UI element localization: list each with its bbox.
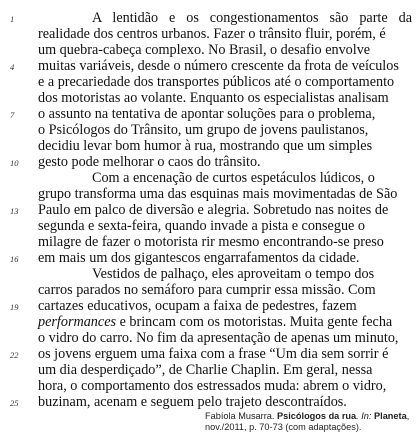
italic-word: performances <box>38 314 117 330</box>
text-line: Paulo em palco de diversão e alegria. Sobretudo nas noites de <box>38 202 389 218</box>
text-line: grupo transforma uma das esquinas mais movimentadas de São <box>38 186 398 202</box>
text-line: A lentidão e os congestionamentos são parte da <box>92 10 412 26</box>
text-line: hora, o comportamento dos estressados muda: abrem o vidro, <box>38 378 387 394</box>
text-line: cartazes educativos, ocupam a faixa de pedestres, fazem <box>38 298 357 314</box>
line-number: 10 <box>10 158 19 168</box>
text-line: o vidro do carro. No fim da apresentação de apenas um minuto, <box>38 330 399 346</box>
citation-line: nov./2011, p. 70-73 (com adaptações). <box>205 422 362 432</box>
citation-title: Psicólogos da rua <box>277 411 357 421</box>
line-number: 7 <box>10 110 15 120</box>
text-line: realidade dos centros urbanos. Fazer o trânsito fluir, porém, é <box>38 26 386 42</box>
text-line: em mais um dos gigantescos engarrafamentos da cidade. <box>38 250 360 266</box>
text-line: Vestidos de palhaço, eles aproveitam o tempo dos <box>92 266 375 282</box>
citation-author: Fabíola Musarra. <box>205 411 277 421</box>
line-number: 4 <box>10 62 15 72</box>
citation-magazine: Planeta <box>374 411 407 421</box>
text-line: muitas variáveis, desde o número crescente da frota de veículos <box>38 58 399 74</box>
text-line: os jovens erguem uma faixa com a frase “Um dia sem sorrir é <box>38 346 389 362</box>
line-number: 1 <box>10 14 15 24</box>
text-line: um quebra-cabeça complexo. No Brasil, o desafio envolve <box>38 42 371 58</box>
citation-comma: , <box>406 411 410 421</box>
text-line: gesto pode melhorar o caos do trânsito. <box>38 154 261 170</box>
text-line: o assunto na tentativa de apontar soluções para o problema, <box>38 106 376 122</box>
line-number: 25 <box>10 398 19 408</box>
text-line: o Psicólogos do Trânsito, um grupo de jovens paulistanos, <box>38 122 369 138</box>
text-fragment: e brincam com os motoristas. Muita gente fecha <box>116 314 393 330</box>
line-number: 22 <box>10 350 19 360</box>
line-number: 16 <box>10 254 19 264</box>
text-line: dos motoristas ao volante. Enquanto os especialistas analisam <box>38 90 389 106</box>
text-line: milagre de fazer o motorista rir mesmo encontrando-se preso <box>38 234 384 250</box>
citation-in: . In: <box>356 411 375 421</box>
line-number: 19 <box>10 302 19 312</box>
text-line <box>38 314 412 330</box>
text-line: carros parados no semáforo para cumprir essa missão. Com <box>38 282 376 298</box>
text-line: buzinam, acenam e seguem pelo trajeto descontraídos. <box>38 394 347 410</box>
text-line: Com a encenação de curtos espetáculos lúdicos, o <box>92 170 375 186</box>
text-line: segunda e sexta-feira, quando invade a pista e consegue o <box>38 218 365 234</box>
text-line: um dia desperdiçado”, de Charlie Chaplin. Em geral, nessa <box>38 362 373 378</box>
text-line: e a precariedade dos transportes públicos até o comportamento <box>38 74 395 90</box>
text-line: decidiu levar bom humor à rua, mostrando que um simples <box>38 138 373 154</box>
line-number: 13 <box>10 206 19 216</box>
